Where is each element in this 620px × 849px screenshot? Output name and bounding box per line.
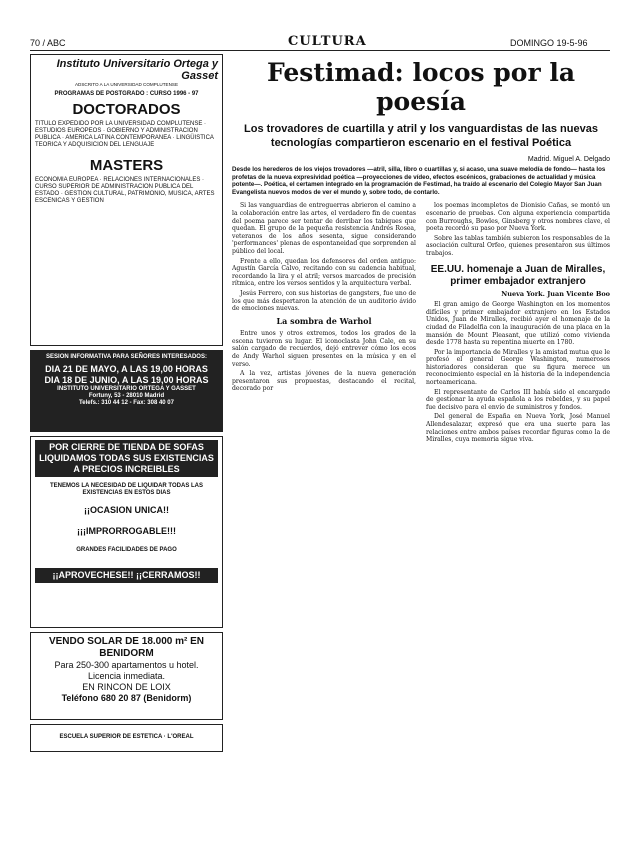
solar-title: VENDO SOLAR DE 18.000 m² EN BENIDORM (48, 636, 205, 659)
article-column-right (426, 202, 610, 445)
sesion-address: Fortuny, 53 - 28010 Madrid (88, 393, 165, 399)
article-byline: Madrid. Miguel A. Delgado (527, 156, 610, 163)
section-title: CULTURA (288, 34, 367, 49)
article-headline: Festimad: locos por la poesía (266, 58, 576, 116)
cierre-aprovechese: ¡¡APROVECHESE!! ¡¡CERRAMOS!! (35, 568, 218, 583)
cierre-line-1: TENEMOS LA NECESIDAD DE LIQUIDAR TODAS LAS EXISTENCIAS EN ESTOS DIAS (49, 483, 203, 496)
sesion-venue: INSTITUTO UNIVERSITARIO ORTEGA Y GASSET (57, 386, 196, 392)
header-rule (30, 50, 610, 51)
ad-cierre-sofas (30, 436, 223, 628)
secondary-byline: Nueva York. Juan Vicente Boo (501, 289, 610, 298)
body-paragraph: Entre unos y otros extremos, todos los grados de la escena tuvieron su lugar. El iconoclasta John Cale, en su salón cargado de recuerdos, dejó entrever cómo los ecos de Andy Warhol siguen presentes en la música y en el verso. (232, 330, 416, 368)
cierre-facilidades: GRANDES FACILIDADES DE PAGO (76, 547, 177, 553)
article-columns (232, 202, 610, 445)
doctorados-list: TITULO EXPEDIDO POR LA UNIVERSIDAD COMPLUTENSE · ESTUDIOS EUROPEOS · GOBIERNO Y ADMINISTRACION PUBLICA · AMERICA LATINA CONTEMPORANEA · LINGÜISTICA TEORICA Y ADQUISICION DEL LENGUAJE (35, 120, 214, 148)
issue-date: DOMINGO 19-5-96 (510, 38, 588, 48)
instituto-subtitle: ADSCRITO A LA UNIVERSIDAD COMPLUTENSE (74, 82, 179, 87)
body-paragraph: Del general de España en Nueva York, José Manuel Allendesalazar, expresó que era una suerte para las relaciones entre ambos países recordar figuras como la de Miralles, cuya memoria sigue viva. (426, 413, 610, 444)
programas-line: PROGRAMAS DE POSTGRADO : CURSO 1996 - 97 (54, 90, 199, 97)
sesion-date-1: DIA 21 DE MAYO, A LAS 19,00 HORAS (45, 364, 208, 374)
body-paragraph: los poemas incompletos de Dionisio Cañas, se montó un escenario de pruebas. Con alguna experiencia compartida con Burroughs, Bowles, Ginsberg y otros nombres clave, el poeta recordó su paso por Nueva York. (426, 202, 610, 233)
subheading-warhol: La sombra de Warhol (276, 315, 372, 326)
sesion-title: SESION INFORMATIVA PARA SEÑORES INTERESADOS: (46, 354, 207, 360)
body-paragraph: Si las vanguardias de entreguerras abrieron el camino a la colaboración entre las artes, el verdadero fin de cuentas del poema parece ser tentar de derribar los tabiques que quedan. El grupo de la pequeña resistencia Andrés Rosea, veteranos de los años sesenta, sigue considerando 'performances' plenas de espontaneidad que sorprenden al público del local. (232, 202, 416, 255)
sesion-phone: Telefs.: 310 44 12 - Fax: 308 40 07 (79, 400, 174, 406)
footer-ad-text: ESCUELA SUPERIOR DE ESTETICA · L'OREAL (59, 734, 194, 740)
body-paragraph: Por la importancia de Miralles y la amistad mutua que le profesó el general George Washington, numerosos historiadores consideran que su figura merece un reconocimiento especial en la historia de la independencia norteamericana. (426, 348, 610, 387)
page-header (0, 0, 620, 48)
body-paragraph: Sobre las tablas también subieron los responsables de la asociación cultural Orfeo, quienes presentaron sus últimos trabajos. (426, 234, 610, 257)
body-paragraph: El representante de Carlos III había sido el encargado de gestionar la ayuda española a los rebeldes, y su papel fue decisivo para el envío de suministros y fondos. (426, 388, 610, 411)
instituto-logo: Instituto Universitario Ortega y Gasset (56, 58, 218, 82)
ad-solar-benidorm (30, 632, 223, 720)
sesion-date-2: DIA 18 DE JUNIO, A LAS 19,00 HORAS (44, 375, 209, 385)
cierre-ocasion: ¡¡OCASION UNICA!! (84, 505, 169, 515)
solar-line-2: Licencia inmediata. (87, 671, 166, 681)
article-column-left (232, 202, 416, 445)
article (232, 54, 610, 446)
cierre-title: POR CIERRE DE TIENDA DE SOFAS LIQUIDAMOS TODAS SUS EXISTENCIAS A PRECIOS INCREIBLES (35, 440, 218, 477)
body-paragraph: Jesús Ferrero, con sus historias de gangsters, fue uno de los que más despertaron la atención de un auditorio ávido de emociones nuevas. (232, 289, 416, 313)
solar-line-3: EN RINCON DE LOIX (82, 682, 171, 692)
article-lead: Desde los herederos de los viejos trovadores —atril, silla, libro o cuartillas y, si acaso, una suave melodía de fondo— hasta los profetas de la nueva expresividad poética —proyecciones de vídeo, efectos escénicos, grabaciones de actualidad y música potente—. Poética, el certamen integrado en la programación de Festimad, ha traído al escenario del Colegio Mayor San Juan Evangelista nuevos modos de ver el mundo y, sobre todo, de contarlo. (232, 166, 606, 196)
cierre-improrrogable: ¡¡¡IMPRORROGABLE!!! (77, 526, 176, 536)
body-paragraph: El gran amigo de George Washington en los momentos difíciles y primer embajador extranjero en los Estados Unidos, Juan de Miralles, recibió ayer el homenaje de la ciudad de Filadelfia con la inauguración de una placa en la mansión de Mount Pleasant, que utilizó como vivienda desde 1778 hasta su repentina muerte en 1780. (426, 301, 610, 347)
advertisement-column (30, 54, 223, 844)
article-deck: Los trovadores de cuartilla y atril y los vanguardistas de las nuevas tecnologías compartieron escenario en el festival Poética (244, 123, 598, 149)
secondary-headline: EE.UU. homenaje a Juan de Miralles, primer embajador extranjero (430, 263, 606, 287)
doctorados-title: DOCTORADOS (72, 100, 181, 118)
page-number: 70 / ABC (30, 38, 66, 48)
solar-line-1: Para 250-300 apartamentos u hotel. (54, 660, 199, 670)
ad-escuela-estetica (30, 724, 223, 752)
solar-phone: Teléfono 680 20 87 (Benidorm) (61, 693, 192, 703)
ad-sesion-informativa (30, 350, 223, 432)
masters-list: ECONOMIA EUROPEA · RELACIONES INTERNACIONALES · CURSO SUPERIOR DE ADMINISTRACION PUBLICA DEL ESTADO · GESTION CULTURAL, PATRIMONIO, MUSICA, ARTES ESCENICAS Y GESTION (35, 176, 215, 204)
ad-instituto-ortega (30, 54, 223, 346)
body-paragraph: Frente a ello, quedan los defensores del orden antiguo: Agustín García Calvo, recitando con su cadencia habitual, recordando la lira y el atril; versos marcados de precisión rítmica, entre los versos sentidos y la arquitectura verbal. (232, 257, 416, 288)
body-paragraph: A la vez, artistas jóvenes de la nueva generación presentaron sus propuestas, destacando el recital, decorado por (232, 370, 416, 393)
masters-title: MASTERS (89, 156, 164, 174)
